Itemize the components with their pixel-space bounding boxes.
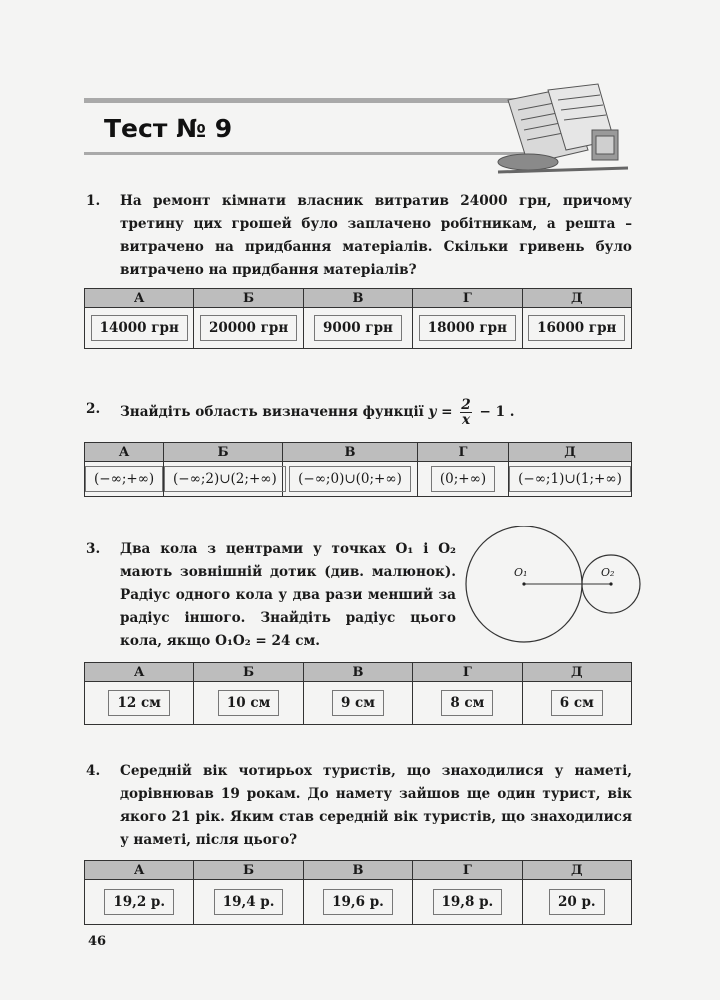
question-text-lead: Знайдіть область визначення функції: [120, 404, 424, 420]
answer-option[interactable]: 14000 грн: [85, 308, 194, 349]
page-title: Тест № 9: [104, 114, 233, 143]
option-letter: Г: [413, 289, 522, 308]
formula-equals: =: [441, 404, 453, 420]
option-letter: Д: [522, 663, 631, 682]
question-text: Два кола з центрами у точках O₁ і O₂ мають зовнішній дотик (див. малюнок). Радіус одного кола у два рази менший за радіус іншого. Знайдіть радіус цього кола, якщо O₁O₂ = 24 см.: [120, 541, 456, 649]
question-number: 4.: [86, 763, 101, 779]
option-letter: В: [303, 289, 412, 308]
answer-table-4: [84, 860, 632, 925]
question-2: [86, 398, 632, 427]
option-letter: А: [85, 663, 194, 682]
page-number: 46: [88, 934, 107, 949]
formula-y: y: [428, 404, 437, 420]
option-letter: А: [85, 289, 194, 308]
option-letter: Б: [194, 289, 303, 308]
option-letter: В: [303, 663, 412, 682]
answer-option[interactable]: (0;+∞): [418, 462, 509, 497]
formula-fraction: [460, 398, 471, 427]
formula-denominator: x: [461, 412, 471, 428]
question-1: [86, 190, 632, 282]
answer-option[interactable]: 19,6 р.: [303, 880, 412, 925]
answer-option[interactable]: (−∞;1)∪(1;+∞): [509, 462, 632, 497]
stationery-illustration-icon: [488, 80, 638, 180]
answer-option[interactable]: 19,8 р.: [413, 880, 522, 925]
answer-option[interactable]: 20000 грн: [194, 308, 303, 349]
answer-option[interactable]: 6 см: [522, 682, 631, 725]
answer-option[interactable]: 19,4 р.: [194, 880, 303, 925]
answer-row: [85, 462, 632, 497]
answer-header-row: [85, 861, 632, 880]
answer-header-row: [85, 443, 632, 462]
answer-header-row: [85, 663, 632, 682]
answer-option[interactable]: 20 р.: [522, 880, 631, 925]
answer-option[interactable]: (−∞;0)∪(0;+∞): [283, 462, 418, 497]
header-rule-lower: [84, 152, 524, 155]
option-letter: Д: [522, 289, 631, 308]
answer-option[interactable]: (−∞;+∞): [85, 462, 164, 497]
formula-numerator: 2: [461, 397, 471, 413]
answer-table-1: [84, 288, 632, 349]
option-letter: Б: [194, 861, 303, 880]
tangent-circles-figure: [462, 526, 642, 646]
option-letter: Г: [413, 663, 522, 682]
question-number: 2.: [86, 401, 101, 417]
answer-option[interactable]: 12 см: [85, 682, 194, 725]
option-letter: Д: [522, 861, 631, 880]
question-text: Середній вік чотирьох туристів, що знаходилися у наметі, дорівнював 19 рокам. До намету зайшов ще один турист, вік якого 21 рік. Яким став середній вік туристів, що знаходилися у наметі, після цього?: [120, 763, 632, 848]
answer-table-2: [84, 442, 632, 497]
question-4: [86, 760, 632, 852]
option-letter: Б: [164, 443, 283, 462]
center-o2-label: O₂: [601, 566, 615, 579]
center-o2-point: [609, 582, 612, 585]
answer-option[interactable]: 9000 грн: [303, 308, 412, 349]
option-letter: Г: [413, 861, 522, 880]
question-number: 3.: [86, 541, 101, 557]
question-3: [86, 538, 456, 653]
answer-option[interactable]: 16000 грн: [522, 308, 631, 349]
answer-option[interactable]: 18000 грн: [413, 308, 522, 349]
answer-row: [85, 880, 632, 925]
option-letter: Д: [509, 443, 632, 462]
answer-row: [85, 308, 632, 349]
center-o1-label: O₁: [514, 566, 528, 579]
answer-option[interactable]: 19,2 р.: [85, 880, 194, 925]
answer-header-row: [85, 289, 632, 308]
option-letter: А: [85, 443, 164, 462]
option-letter: А: [85, 861, 194, 880]
center-o1-point: [522, 582, 525, 585]
question-number: 1.: [86, 193, 101, 209]
answer-option[interactable]: 9 см: [303, 682, 412, 725]
answer-option[interactable]: (−∞;2)∪(2;+∞): [164, 462, 283, 497]
answer-table-3: [84, 662, 632, 725]
question-text: На ремонт кімнати власник витратив 24000 грн, причому третину цих грошей було заплачено робітникам, а решта – витрачено на придбання матеріалів. Скільки гривень було витрачено на придбання матеріалів?: [120, 193, 632, 278]
option-letter: В: [303, 861, 412, 880]
formula-tail: − 1 .: [479, 404, 515, 420]
option-letter: Б: [194, 663, 303, 682]
question-text: [120, 398, 632, 427]
answer-row: [85, 682, 632, 725]
answer-option[interactable]: 10 см: [194, 682, 303, 725]
option-letter: В: [283, 443, 418, 462]
option-letter: Г: [418, 443, 509, 462]
answer-option[interactable]: 8 см: [413, 682, 522, 725]
